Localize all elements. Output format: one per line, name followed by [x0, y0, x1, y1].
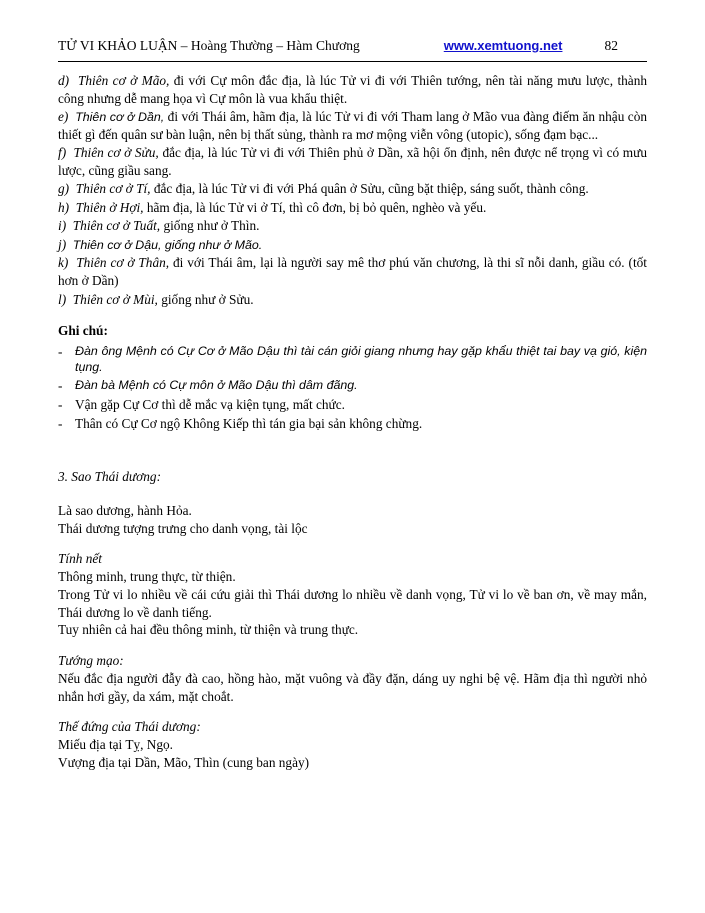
item-marker: h) [58, 199, 70, 215]
item-lead: Thiên cơ ở Tí, [75, 181, 151, 197]
dash-bullet: - [58, 396, 63, 412]
list-item [58, 180, 647, 198]
subsection-heading: Thế đứng của Thái dương: [58, 719, 201, 735]
item-marker: k) [58, 255, 69, 271]
item-lead: Thiên ở Hợi, [75, 199, 144, 215]
item-lead: Thiên cơ ở Mão, [77, 73, 170, 88]
note-text: Đàn ông Mệnh có Cự Cơ ở Mão Dậu thì tài cán giỏi giang nhưng hay gặp khẩu thiệt tai bay vạ gió, kiện tụng. [75, 343, 647, 375]
page-header [58, 38, 647, 54]
subsection-line: Vượng địa tại Dần, Mão, Thìn (cung ban ngày) [58, 754, 310, 770]
item-marker: l) [58, 291, 67, 307]
item-marker: j) [58, 236, 67, 252]
item-text: đi với Thái âm, lại là người say mê thơ phú văn chương, là thi sĩ nỗi danh, giầu có. (tốt hơn ở Dần) [58, 255, 647, 289]
item-marker: e) [58, 109, 69, 125]
subsection-line: Miếu địa tại Tỵ, Ngọ. [58, 737, 173, 752]
note-text: Thân có Cự Cơ ngộ Không Kiếp thì tán gia bại sản không chừng. [75, 415, 423, 431]
dash-bullet: - [58, 415, 63, 431]
list-item [58, 236, 647, 254]
item-marker: f) [58, 145, 67, 161]
list-item [58, 72, 647, 107]
note-text: Vận gặp Cự Cơ thì dễ mắc vạ kiện tụng, mất chức. [75, 396, 345, 412]
item-lead: Thiên cơ ở Thân, [76, 255, 170, 271]
item-text: giống như ở Thìn. [160, 218, 260, 234]
item-text: đắc địa, là lúc Tử vi đi với Thiên phủ ở Dần, xã hội ổn định, nên được nể trọng vì có mưu lược, cũng giầu sang. [58, 145, 647, 178]
list-item [58, 217, 647, 235]
list-item [58, 108, 647, 143]
list-item [58, 396, 647, 414]
item-lead: Thiên cơ ở Tuất, [72, 218, 161, 234]
section-heading: 3. Sao Thái dương: [58, 469, 161, 485]
list-item [58, 254, 647, 289]
item-lead: Thiên cơ ở Mùi, [72, 291, 158, 307]
list-item [58, 377, 647, 395]
dash-bullet: - [58, 377, 63, 393]
subsection-line: Nếu đắc địa người đẫy đà cao, hồng hào, mặt vuông và đầy đặn, dáng uy nghi bệ vệ. Hãm địa thì người nhỏ nhắn hơi gầy, da xám, mặt choắt. [58, 670, 647, 704]
notes-title: Ghi chú: [58, 323, 108, 339]
list-item [58, 291, 647, 309]
item-marker: i) [58, 218, 67, 234]
header-page-number: 82 [604, 38, 618, 53]
header-divider [58, 61, 647, 62]
subsection-line: Tuy nhiên cả hai đều thông minh, từ thiện và trung thực. [58, 622, 359, 638]
item-text: đi với Cự môn đắc địa, là lúc Tử vi đi với Thiên tướng, nên tài năng mưu lược, thành công nhưng dễ mang họa vì Cự môn là vua khẩu thiệt. [58, 73, 647, 106]
item-lead: Thiên cơ ở Dần, [75, 110, 165, 125]
item-lead: Thiên cơ ở Sửu, [73, 145, 159, 161]
header-title: TỬ VI KHẢO LUẬN – Hoàng Thường – Hàm Chương [58, 38, 360, 53]
header-website-link[interactable]: www.xemtuong.net [443, 38, 563, 53]
item-text: hãm địa, là lúc Tử vi ở Tí, thì cô đơn, bị bỏ quên, nghèo và yếu. [143, 199, 487, 215]
item-text: đắc địa, là lúc Tử vi đi với Phá quân ở Sửu, cũng bặt thiệp, sáng suốt, thành công. [150, 181, 589, 197]
subsection-line: Thông minh, trung thực, từ thiện. [58, 569, 236, 585]
item-text: đi với Thái âm, hãm địa, là lúc Tử vi đi với Tham lang ở Mão vua đàng điếm ăn nhậu còn thiết gì đến quân sư bàn luận, nên bị thất sủng, thành ra mơ mộng viễn vông (utopic), sống đạm bạc... [58, 109, 647, 142]
subsection-heading: Tính nết [58, 551, 102, 567]
subsection-line: Trong Tử vi lo nhiều về cái cứu giải thì Thái dương lo nhiều về danh vọng, Tử vi lo về ban ơn, về may mắn, Thái dương lo về danh tiếng. [58, 586, 647, 620]
notes-list [58, 343, 647, 433]
dash-bullet: - [58, 343, 63, 359]
item-marker: d) [58, 73, 70, 88]
section-intro-line: Là sao dương, hành Hỏa. [58, 502, 192, 518]
main-content [58, 72, 647, 772]
item-marker: g) [58, 181, 70, 197]
list-item [58, 415, 647, 433]
item-text: giống như ở Sửu. [157, 291, 254, 307]
note-text: Đàn bà Mệnh có Cự môn ở Mão Dậu thì dâm đãng. [75, 377, 358, 392]
list-item [58, 199, 647, 217]
item-lead: Thiên cơ ở Dậu, giống như ở Mão. [72, 237, 263, 252]
subsection-heading: Tướng mạo: [58, 653, 124, 669]
list-item [58, 144, 647, 179]
section-intro-line: Thái dương tượng trưng cho danh vọng, tài lộc [58, 520, 308, 536]
list-item [58, 343, 647, 376]
